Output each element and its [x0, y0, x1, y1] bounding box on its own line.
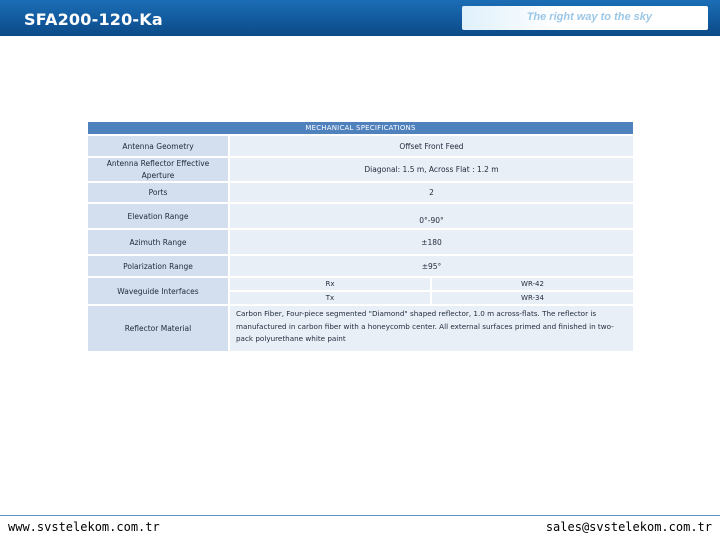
waveguide-row-tx: [230, 292, 633, 304]
row-label: Ports: [88, 183, 228, 202]
row-label: Azimuth Range: [88, 230, 228, 254]
table-row: [88, 136, 633, 156]
table-row: [88, 230, 633, 254]
table-row: [88, 306, 633, 351]
row-label: Antenna Geometry: [88, 136, 228, 156]
table-row: [88, 158, 633, 181]
email-link[interactable]: sales@svstelekom.com.tr: [545, 520, 712, 534]
tagline-box: [462, 6, 708, 30]
row-label: Elevation Range: [88, 204, 228, 228]
port-name: Rx: [230, 278, 430, 290]
table-row: [88, 278, 633, 304]
spec-table: [88, 122, 633, 351]
waveguide-sub-rows: [230, 278, 633, 304]
row-label: Waveguide Interfaces: [88, 278, 228, 304]
row-value: ±180: [230, 230, 633, 254]
table-row: [88, 183, 633, 202]
row-value: Offset Front Feed: [230, 136, 633, 156]
tagline: The right way to the sky: [526, 11, 652, 23]
row-value: 0°-90°: [230, 204, 633, 228]
row-label: Antenna Reflector Effective Aperture: [88, 158, 228, 181]
port-value: WR-34: [432, 292, 633, 304]
header-bar: [0, 0, 720, 36]
row-label: Reflector Material: [88, 306, 228, 351]
product-title: SFA200-120-Ka: [24, 10, 163, 29]
table-row: [88, 256, 633, 276]
table-row: [88, 204, 633, 228]
website-link[interactable]: www.svstelekom.com.tr: [8, 520, 160, 534]
waveguide-row-rx: [230, 278, 633, 290]
footer-divider: [0, 515, 720, 516]
row-value: Diagonal: 1.5 m, Across Flat : 1.2 m: [230, 158, 633, 181]
row-value: ±95°: [230, 256, 633, 276]
row-value: 2: [230, 183, 633, 202]
port-value: WR-42: [432, 278, 633, 290]
row-label: Polarization Range: [88, 256, 228, 276]
row-value: Carbon Fiber, Four-piece segmented "Diamond" shaped reflector, 1.0 m across-flats. The reflector is manufactured in carbon fiber with a honeycomb center. All external surfaces primed and finished in two-pack polyurethane white paint: [230, 306, 633, 351]
port-name: Tx: [230, 292, 430, 304]
table-title: MECHANICAL SPECIFICATIONS: [88, 122, 633, 134]
